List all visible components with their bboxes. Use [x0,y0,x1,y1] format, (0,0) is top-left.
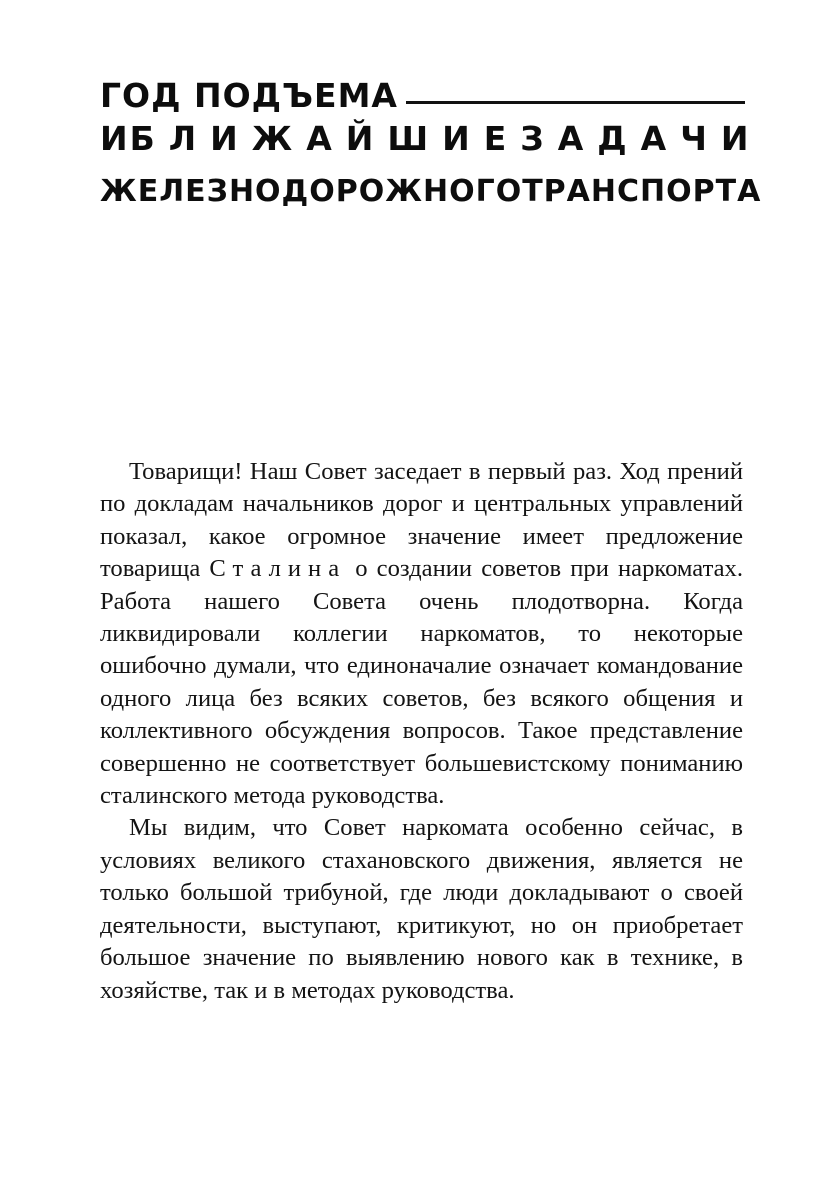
heading-word: БЛИЖАЙШИЕ [129,119,521,158]
heading-line-1-text: ГОД ПОДЪЕМА [100,76,398,115]
heading-word: ЖЕЛЕЗНОДОРОЖНОГО [100,174,523,209]
chapter-heading [100,68,763,210]
heading-rule [406,101,745,104]
heading-word: ТРАНСПОРТА [522,174,762,209]
heading-line-3 [100,174,762,210]
heading-word: ЗАДАЧИ [520,119,763,158]
heading-line-2 [100,119,763,166]
emphasized-name: Сталина [209,555,347,583]
paragraph-1 [100,456,743,812]
heading-line-1 [100,68,745,115]
body-text [100,456,743,1007]
paragraph-1-part-1: Товарищи! Наш Совет заседает в первый раз. Ход прений по докладам начальников дорог и центральных управлений показал, какое огромное значение имеет предложение товарища [100,458,743,583]
paragraph-2: Мы видим, что Совет наркомата особенно сейчас, в условиях великого стахановского движения, является не только большой трибуной, где люди докладывают о своей деятельности, выступают, критикуют, но он приобретает большое значение по выявлению нового как в технике, в хозяйстве, так и в методах руководства. [100,814,743,1004]
paragraph-1-part-2: о создании советов при наркоматах. Работа нашего Совета очень плодотворна. Когда ликвидировали коллегии наркоматов, то некоторые ошибочно думали, что единоначалие означает командование одного лица без всяких советов, без всякого общения и коллективного обсуждения вопросов. Такое представление совершенно не соответствует большевистскому пониманию сталинского метода руководства. [100,555,743,810]
heading-word: И [100,119,130,158]
